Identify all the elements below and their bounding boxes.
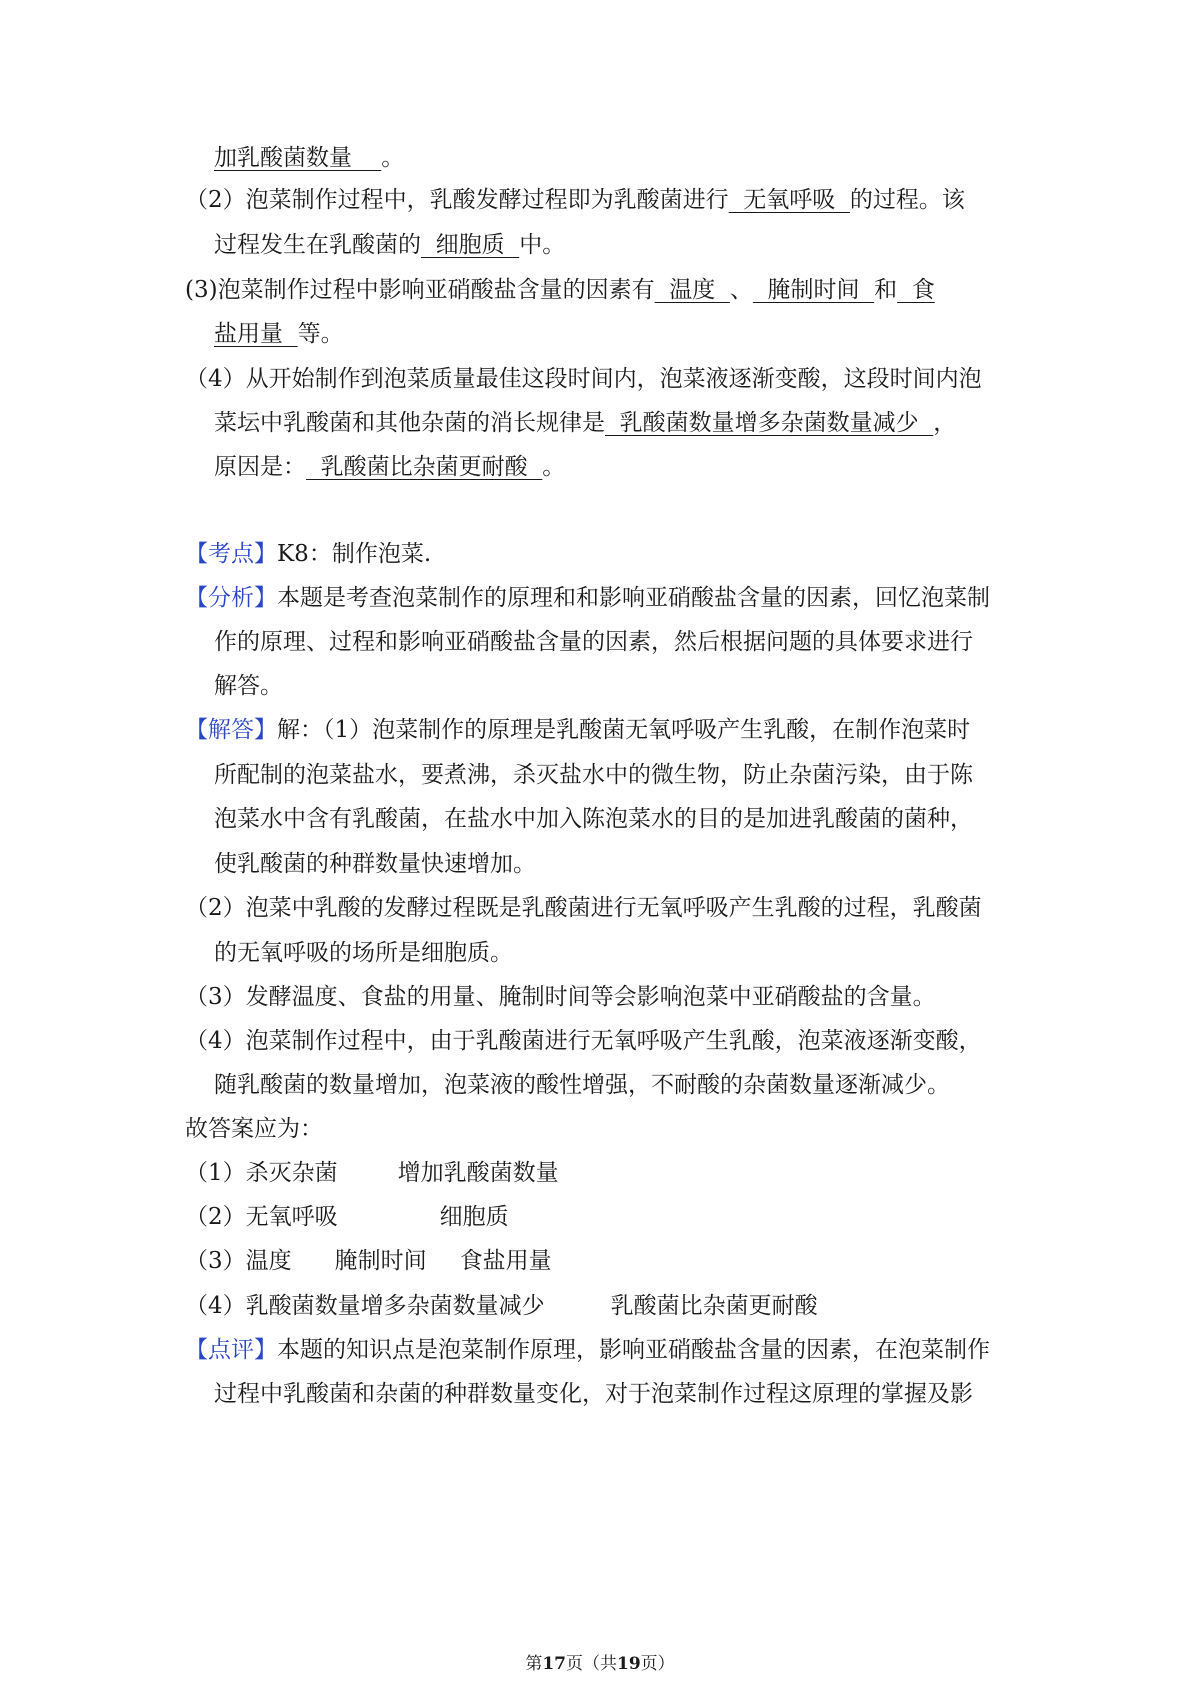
answer-item: 温度 [245, 1248, 292, 1274]
blank-answer: 温度 [654, 277, 730, 303]
answer-item: 无氧呼吸 [245, 1204, 338, 1230]
blank-answer: 盐用量 [214, 321, 298, 347]
answer-num: （2） [185, 1204, 246, 1230]
jieda-p4-line-1 [185, 1025, 982, 1057]
question-3-line-2 [214, 318, 344, 350]
jieda-line-1 [185, 714, 970, 746]
punctuation: ， [933, 410, 957, 436]
answer-item: 腌制时间 [334, 1248, 427, 1274]
dianping-text: 过程中乳酸菌和杂菌的种群数量变化，对于泡菜制作过程这原理的掌握及影 [214, 1381, 973, 1407]
answer-row-2 [185, 1201, 509, 1233]
question-2-text: （2）泡菜制作过程中，乳酸发酵过程即为乳酸菌进行 [185, 187, 729, 213]
jieda-text: （4）泡菜制作过程中，由于乳酸菌进行无氧呼吸产生乳酸，泡菜液逐渐变酸， [185, 1028, 982, 1054]
jieda-text: （2）泡菜中乳酸的发酵过程既是乳酸菌进行无氧呼吸产生乳酸的过程，乳酸菌 [185, 895, 982, 921]
dianping-line-2 [214, 1378, 973, 1410]
question-2-line-2 [214, 229, 565, 261]
question-3-text: (3)泡菜制作过程中影响亚硝酸盐含量的因素有 [185, 277, 655, 303]
answers-intro [185, 1113, 323, 1145]
blank-answer: 腌制时间 [752, 277, 875, 303]
jieda-p3-line-1 [185, 981, 936, 1013]
jieda-text: 使乳酸菌的种群数量快速增加。 [214, 851, 536, 877]
blank-answer: 乳酸菌比杂菌更耐酸 [306, 454, 543, 480]
fenxi-tag: 【分析】 [185, 585, 277, 611]
answer-row-4 [185, 1290, 818, 1322]
fenxi-line-1 [185, 582, 990, 614]
answer-item: 杀灭杂菌 [245, 1160, 338, 1186]
question-3-text: 等。 [297, 321, 344, 347]
answer-row-3 [185, 1245, 552, 1277]
jieda-text: 所配制的泡菜盐水，要煮沸，杀灭盐水中的微生物，防止杂菌污染，由于陈 [214, 762, 973, 788]
jieda-text: 解：（1）泡菜制作的原理是乳酸菌无氧呼吸产生乳酸，在制作泡菜时 [277, 717, 971, 743]
jieda-p4-line-2 [214, 1069, 950, 1101]
question-2-line-1 [185, 184, 965, 216]
page-footer [0, 1652, 1200, 1676]
jieda-text: 随乳酸菌的数量增加，泡菜液的酸性增强，不耐酸的杂菌数量逐渐减少。 [214, 1072, 950, 1098]
kaodian-tag: 【考点】 [185, 541, 277, 567]
jieda-p2-line-1 [185, 892, 982, 924]
blank-answer: 食 [897, 277, 935, 303]
footer-prefix: 第 [525, 1654, 543, 1674]
answer-item: 细胞质 [439, 1204, 509, 1230]
answer-item: 增加乳酸菌数量 [397, 1160, 559, 1186]
separator: 、 [729, 277, 753, 303]
kaodian-text: K8：制作泡菜. [277, 541, 432, 567]
footer-suffix: 页） [640, 1654, 675, 1674]
fenxi-text: 解答。 [214, 673, 283, 699]
punctuation: 。 [381, 145, 405, 171]
blank-answer: 细胞质 [421, 232, 520, 258]
fenxi-text: 本题是考查泡菜制作的原理和和影响亚硝酸盐含量的因素，回忆泡菜制 [277, 585, 990, 611]
blank-answer: 加乳酸菌数量 [214, 145, 352, 171]
footer-page-number: 17 [542, 1654, 566, 1674]
footer-total-pages: 19 [617, 1654, 641, 1674]
answer-num: （4） [185, 1293, 246, 1319]
blank-answer: 无氧呼吸 [728, 187, 850, 213]
question-4-line-1 [185, 363, 982, 395]
dianping-line-1 [185, 1334, 990, 1366]
question-3-line-1 [185, 274, 935, 306]
answer-num: （1） [185, 1160, 246, 1186]
answer-line-1 [214, 142, 404, 174]
answer-row-1 [185, 1157, 559, 1189]
punctuation: 。 [542, 454, 566, 480]
question-4-text: 原因是： [214, 454, 306, 480]
footer-mid: 页（共 [566, 1654, 617, 1674]
kaodian-section [185, 538, 431, 570]
blank-answer: 乳酸菌数量增多杂菌数量减少 [605, 410, 934, 436]
jieda-line-4 [214, 848, 536, 880]
question-4-line-2 [214, 407, 956, 439]
jieda-text: 泡菜水中含有乳酸菌，在盐水中加入陈泡菜水的目的是加进乳酸菌的菌种， [214, 806, 973, 832]
jieda-tag: 【解答】 [185, 717, 277, 743]
answer-item: 食盐用量 [459, 1248, 552, 1274]
fenxi-line-2 [214, 626, 973, 658]
answer-num: （3） [185, 1248, 246, 1274]
jieda-line-3 [214, 803, 973, 835]
separator: 和 [874, 277, 898, 303]
blank-answer-pad [352, 145, 381, 171]
jieda-text: 的无氧呼吸的场所是细胞质。 [214, 940, 513, 966]
jieda-p2-line-2 [214, 937, 513, 969]
answer-item: 乳酸菌比杂菌更耐酸 [610, 1293, 818, 1319]
answer-item: 乳酸菌数量增多杂菌数量减少 [245, 1293, 545, 1319]
question-2-text: 过程发生在乳酸菌的 [214, 232, 421, 258]
question-4-text: （4）从开始制作到泡菜质量最佳这段时间内，泡菜液逐渐变酸，这段时间内泡 [185, 366, 982, 392]
jieda-line-2 [214, 759, 973, 791]
question-4-text: 菜坛中乳酸菌和其他杂菌的消长规律是 [214, 410, 605, 436]
dianping-tag: 【点评】 [185, 1337, 277, 1363]
dianping-text: 本题的知识点是泡菜制作原理，影响亚硝酸盐含量的因素，在泡菜制作 [277, 1337, 990, 1363]
answers-intro-text: 故答案应为： [185, 1116, 323, 1142]
fenxi-line-3 [214, 670, 283, 702]
question-2-text: 的过程。该 [849, 187, 965, 213]
question-4-line-3 [214, 451, 565, 483]
jieda-text: （3）发酵温度、食盐的用量、腌制时间等会影响泡菜中亚硝酸盐的含量。 [185, 984, 936, 1010]
question-2-text: 中。 [519, 232, 566, 258]
fenxi-text: 作的原理、过程和影响亚硝酸盐含量的因素，然后根据问题的具体要求进行 [214, 629, 973, 655]
